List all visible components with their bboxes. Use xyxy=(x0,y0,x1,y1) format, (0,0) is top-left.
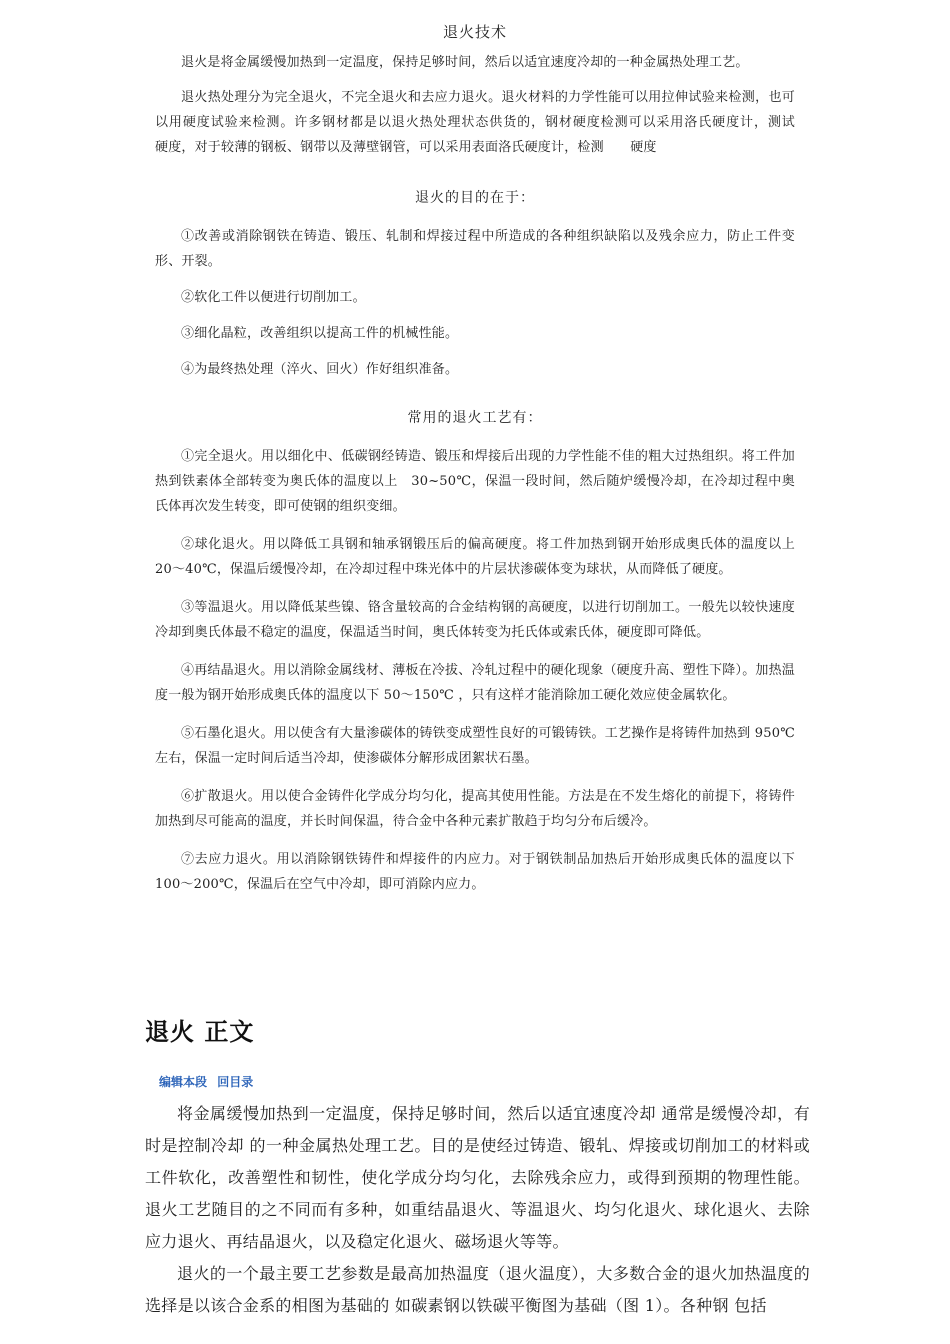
process-item-3: ③等温退火。用以降低某些镍、铬含量较高的合金结构钢的高硬度，以进行切削加工。一般先以较快速度冷却到奥氏体最不稳定的温度，保温适当时间，奥氏体转变为托氏体或索氏体，硬度即可降低。 xyxy=(155,600,795,640)
section-paragraph-1: 将金属缓慢加热到一定温度，保持足够时间，然后以适宜速度冷却 通常是缓慢冷却，有时是控制冷却 的一种金属热处理工艺。目的是使经过铸造、锻轧、焊接或切削加工的材料或工件软化，改善塑性和韧性，使化学成分均匀化，去除残余应力，或得到预期的物理性能。退火工艺随目的之不同而有多种，如重结晶退火、等温退火、均匀化退火、球化退火、去除应力退火、再结晶退火，以及稳定化退火、磁场退火等等。 xyxy=(145,1104,810,1251)
process-item-5: ⑤石墨化退火。用以使含有大量渗碳体的铸铁变成塑性良好的可锻铸铁。工艺操作是将铸件加热到 950℃左右，保温一定时间后适当冷却，使渗碳体分解形成团絮状石墨。 xyxy=(155,726,795,766)
intro-paragraph-1: 退火是将金属缓慢加热到一定温度，保持足够时间，然后以适宜速度冷却的一种金属热处理工艺。 xyxy=(181,55,749,70)
section-links xyxy=(159,1074,810,1090)
document-title: 退火技术 xyxy=(442,23,507,41)
process-item-7: ⑦去应力退火。用以消除钢铁铸件和焊接件的内应力。对于钢铁制品加热后开始形成奥氏体的温度以下 100～200℃，保温后在空气中冷却，即可消除内应力。 xyxy=(155,852,795,892)
process-item-2: ②球化退火。用以降低工具钢和轴承钢锻压后的偏高硬度。将工件加热到钢开始形成奥氏体的温度以上 20～40℃，保温后缓慢冷却，在冷却过程中珠光体中的片层状渗碳体变为球状，从而降低了硬度。 xyxy=(155,537,795,577)
document-page xyxy=(155,0,822,897)
section-paragraph-2: 退火的一个最主要工艺参数是最高加热温度（退火温度），大多数合金的退火加热温度的选择是以该合金系的相图为基础的 如碳素钢以铁碳平衡图为基础（图 1）。各种钢 包括 xyxy=(145,1264,810,1315)
purpose-heading: 退火的目的在于： xyxy=(415,190,535,206)
article-section xyxy=(145,1012,810,1322)
process-heading: 常用的退火工艺有： xyxy=(407,410,543,426)
back-to-toc-link[interactable]: 回目录 xyxy=(217,1075,254,1089)
edit-section-link[interactable]: 编辑本段 xyxy=(159,1075,208,1089)
purpose-item-1: ①改善或消除钢铁在铸造、锻压、轧制和焊接过程中所造成的各种组织缺陷以及残余应力，防止工件变形、开裂。 xyxy=(155,229,795,269)
section-title: 退火 正文 xyxy=(145,1018,255,1046)
process-item-4: ④再结晶退火。用以消除金属线材、薄板在冷拔、冷轧过程中的硬化现象（硬度升高、塑性下降）。加热温度一般为钢开始形成奥氏体的温度以下 50～150℃ ，只有这样才能消除加工硬化效应使金属软化。 xyxy=(155,663,795,703)
intro-paragraph-2: 退火热处理分为完全退火，不完全退火和去应力退火。退火材料的力学性能可以用拉伸试验来检测，也可以用硬度试验来检测。许多钢材都是以退火热处理状态供货的，钢材硬度检测可以采用洛氏硬度计，测试 硬度，对于较薄的钢板、钢带以及薄壁钢管，可以采用表面洛氏硬度计，检测 硬度 xyxy=(155,90,822,155)
purpose-item-2: ②软化工件以便进行切削加工。 xyxy=(181,290,366,305)
purpose-item-3: ③细化晶粒，改善组织以提高工件的机械性能。 xyxy=(181,326,459,341)
purpose-item-4: ④为最终热处理（淬火、回火）作好组织准备。 xyxy=(181,362,459,377)
process-item-1: ①完全退火。用以细化中、低碳钢经铸造、锻压和焊接后出现的力学性能不佳的粗大过热组织。将工件加热到铁素体全部转变为奥氏体的温度以上 30~50℃，保温一段时间，然后随炉缓慢冷却，在冷却过程中奥氏体再次发生转变，即可使钢的组织变细。 xyxy=(155,449,795,514)
process-item-6: ⑥扩散退火。用以使合金铸件化学成分均匀化，提高其使用性能。方法是在不发生熔化的前提下，将铸件加热到尽可能高的温度，并长时间保温，待合金中各种元素扩散趋于均匀分布后缓冷。 xyxy=(155,789,795,829)
